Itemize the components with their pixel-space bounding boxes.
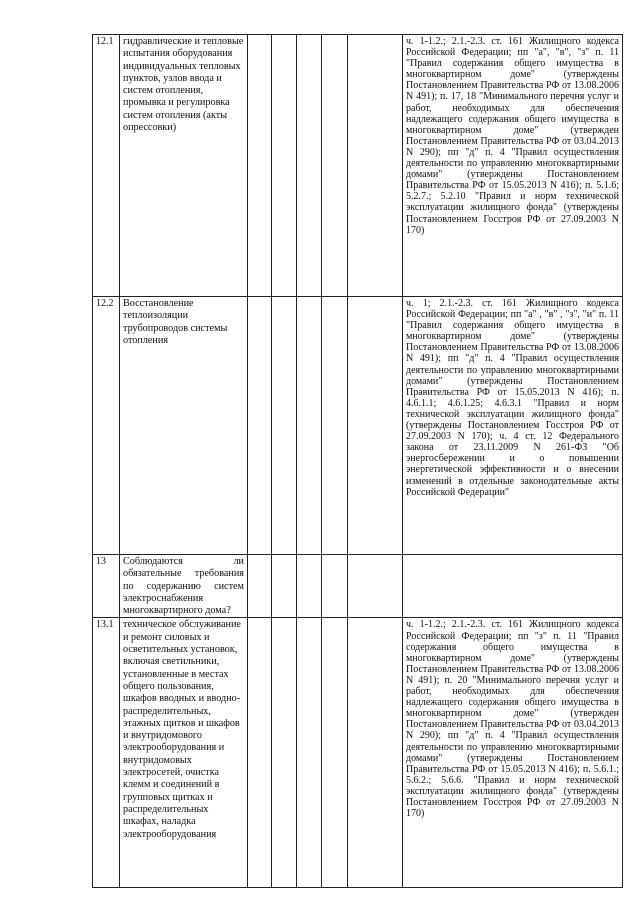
row-number: 12.1 [93, 35, 120, 297]
answer-cell-yes [248, 618, 272, 888]
answer-cell-yes [248, 35, 272, 297]
answer-cell-extra [322, 555, 348, 618]
answer-cell-yes [248, 297, 272, 555]
table-row [93, 618, 623, 888]
answer-cell-na [297, 297, 322, 555]
row-legal-reference: ч. 1-1.2.; 2.1.-2.3. ст. 161 Жилищного кодекса Российской Федерации; пп "з" п. 11 "Правил содержания общего имущества в многоквартирном доме" (утверждены Постановлением Правительства РФ от 13.08.2006 N 491); п. 20 "Минимального перечня услуг и работ, необходимых для обеспечения надлежащего содержания общего имущества в многоквартирном доме" (утвержден Постановлением Правительства РФ от 03.04.2013 N 290); пп "д" п. 4 "Правил осуществления деятельности по управлению многоквартирными домами" (утверждены Постановлением Правительства РФ от 15.05.2013 N 416); п. 5.6.1.; 5.6.2.; 5.6.6. "Правил и норм технической эксплуатации жилищного фонда" (утверждены Постановлением Госстроя РФ от 27.09.2003 N 170) [403, 618, 623, 888]
comment-cell [348, 555, 403, 618]
answer-cell-no [272, 555, 297, 618]
row-question: техническое обслуживание и ремонт силовых и осветительных установок, включая светильники, установленные в местах общего пользования, шкафов вводных и вводно-распределительных, этажных щитков и шкафов и внутридомового электрооборудования и внутридомовых электросетей, очистка клемм и соединений в групповых щитках и распределительных шкафах, наладка электрооборудования [120, 618, 248, 888]
answer-cell-extra [322, 618, 348, 888]
answer-cell-na [297, 35, 322, 297]
comment-cell [348, 618, 403, 888]
row-question: Восстановление теплоизоляции трубопроводов системы отопления [120, 297, 248, 555]
answer-cell-no [272, 35, 297, 297]
row-legal-reference: ч. 1-1.2.; 2.1.-2.3. ст. 161 Жилищного кодекса Российской Федерации; пп "а", "в", "з" п. 11 "Правил содержания общего имущества в многоквартирном доме" (утверждены Постановлением Правительства РФ от 13.08.2006 N 491); п. 17, 18 "Минимального перечня услуг и работ, необходимых для обеспечения надлежащего содержания общего имущества в многоквартирном доме" (утвержден Постановлением Правительства РФ от 03.04.2013 N 290); пп "д" п. 4 "Правил осуществления деятельности по управлению многоквартирными домами" (утверждены Постановлением Правительства РФ от 15.05.2013 N 416); п. 5.1.6; 5.2.7.; 5.2.10 "Правил и норм технической эксплуатации жилищного фонда" (утверждены Постановлением Госстроя РФ от 27.09.2003 N 170) [403, 35, 623, 297]
row-question: Соблюдаются ли обязательные требования по содержанию систем электроснабжения многоквартирного дома? [120, 555, 248, 618]
answer-cell-no [272, 297, 297, 555]
inspection-checklist-table [92, 34, 623, 888]
row-question: гидравлические и тепловые испытания оборудования индивидуальных тепловых пунктов, узлов ввода и систем отопления, промывка и регулировка систем отопления (акты опрессовки) [120, 35, 248, 297]
table-row [93, 297, 623, 555]
row-legal-reference [403, 555, 623, 618]
answer-cell-no [272, 618, 297, 888]
answer-cell-extra [322, 35, 348, 297]
row-number: 12.2 [93, 297, 120, 555]
answer-cell-na [297, 618, 322, 888]
table-row [93, 555, 623, 618]
row-number: 13.1 [93, 618, 120, 888]
comment-cell [348, 297, 403, 555]
row-legal-reference: ч. 1; 2.1.-2.3. ст. 161 Жилищного кодекса Российской Федерации; пп "а" , "в" , "з", "и" п. 11 "Правил содержания общего имущества в многоквартирном доме" (утверждены Постановлением Правительства РФ от 13.08.2006 N 491); пп "д" п. 4 "Правил осуществления деятельности по управлению многоквартирными домами" (утверждены Постановлением Правительства РФ от 15.05.2013 N 416); п. 4.6.1.1; 4.6.1.25; 4.6.3.1 "Правил и норм технической эксплуатации жилищного фонда" (утверждены Постановлением Госстроя РФ от 27.09.2003 N 170); ч. 4 ст. 12 Федерального закона от 23.11.2009 N 261-ФЗ "Об энергосбережении и о повышении энергетической эффективности и о внесении изменений в отдельные законодательные акты Российской Федерации" [403, 297, 623, 555]
answer-cell-yes [248, 555, 272, 618]
table-row [93, 35, 623, 297]
row-number: 13 [93, 555, 120, 618]
answer-cell-na [297, 555, 322, 618]
comment-cell [348, 35, 403, 297]
answer-cell-extra [322, 297, 348, 555]
